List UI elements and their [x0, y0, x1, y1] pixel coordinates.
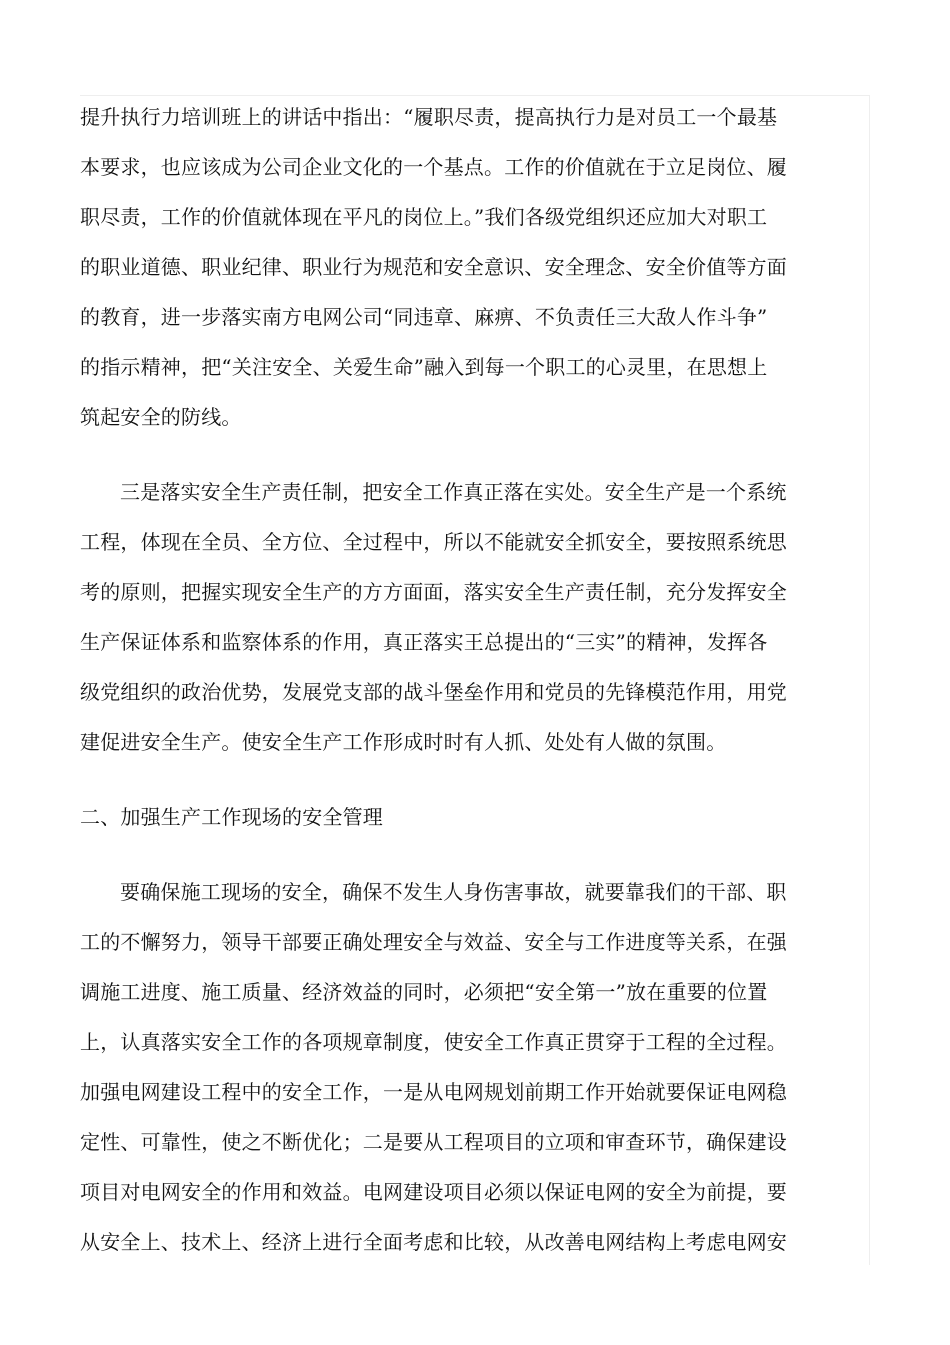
paragraph-gap — [80, 773, 820, 798]
text-line: 二、加强生产工作现场的安全管理 — [80, 805, 383, 829]
text-line: 建促进安全生产。使安全生产工作形成时时有人抓、处处有人做的氛围。 — [80, 730, 727, 754]
text-line: 要确保施工现场的安全，确保不发生人身伤害事故，就要靠我们的干部、职 — [120, 880, 787, 904]
text-line: 考的原则，把握实现安全生产的方方面面，落实安全生产责任制，充分发挥安全 — [80, 580, 787, 604]
text-line: 的职业道德、职业纪律、职业行为规范和安全意识、安全理念、安全价值等方面 — [80, 255, 787, 279]
text-line: 从安全上、技术上、经济上进行全面考虑和比较，从改善电网结构上考虑电网安 — [80, 1230, 787, 1254]
text-line: 调施工进度、施工质量、经济效益的同时，必须把“安全第一”放在重要的位置 — [80, 980, 768, 1004]
text-line: 生产保证体系和监察体系的作用，真正落实王总提出的“三实”的精神，发挥各 — [80, 630, 768, 654]
text-line: 级党组织的政治优势，发展党支部的战斗堡垒作用和党员的先锋模范作用，用党 — [80, 680, 787, 704]
text-line: 定性、可靠性，使之不断优化；二是要从工程项目的立项和审查环节，确保建设 — [80, 1130, 787, 1154]
text-line: 工程，体现在全员、全方位、全过程中，所以不能就安全抓安全，要按照系统思 — [80, 530, 787, 554]
text-line: 提升执行力培训班上的讲话中指出：“履职尽责，提高执行力是对员工一个最基 — [80, 105, 778, 129]
paragraph — [80, 473, 820, 773]
paragraph — [80, 873, 820, 1273]
text-line: 的教育，进一步落实南方电网公司“同违章、麻痹、不负责任三大敌人作斗争” — [80, 305, 768, 329]
document-body — [80, 98, 820, 1273]
text-line: 的指示精神，把“关注安全、关爱生命”融入到每一个职工的心灵里，在思想上 — [80, 355, 768, 379]
text-line: 加强电网建设工程中的安全工作，一是从电网规划前期工作开始就要保证电网稳 — [80, 1080, 787, 1104]
paragraph — [80, 798, 820, 848]
paragraph-gap — [80, 848, 820, 873]
text-line: 筑起安全的防线。 — [80, 405, 242, 429]
text-line: 工的不懈努力，领导干部要正确处理安全与效益、安全与工作进度等关系，在强 — [80, 930, 787, 954]
text-line: 上，认真落实安全工作的各项规章制度，使安全工作真正贯穿于工程的全过程。 — [80, 1030, 787, 1054]
paragraph-gap — [80, 448, 820, 473]
text-line: 三是落实安全生产责任制，把安全工作真正落在实处。安全生产是一个系统 — [120, 480, 787, 504]
text-line: 项目对电网安全的作用和效益。电网建设项目必须以保证电网的安全为前提，要 — [80, 1180, 787, 1204]
text-line: 职尽责，工作的价值就体现在平凡的岗位上。”我们各级党组织还应加大对职工 — [80, 205, 768, 229]
paragraph — [80, 98, 820, 448]
text-line: 本要求，也应该成为公司企业文化的一个基点。工作的价值就在于立足岗位、履 — [80, 155, 787, 179]
